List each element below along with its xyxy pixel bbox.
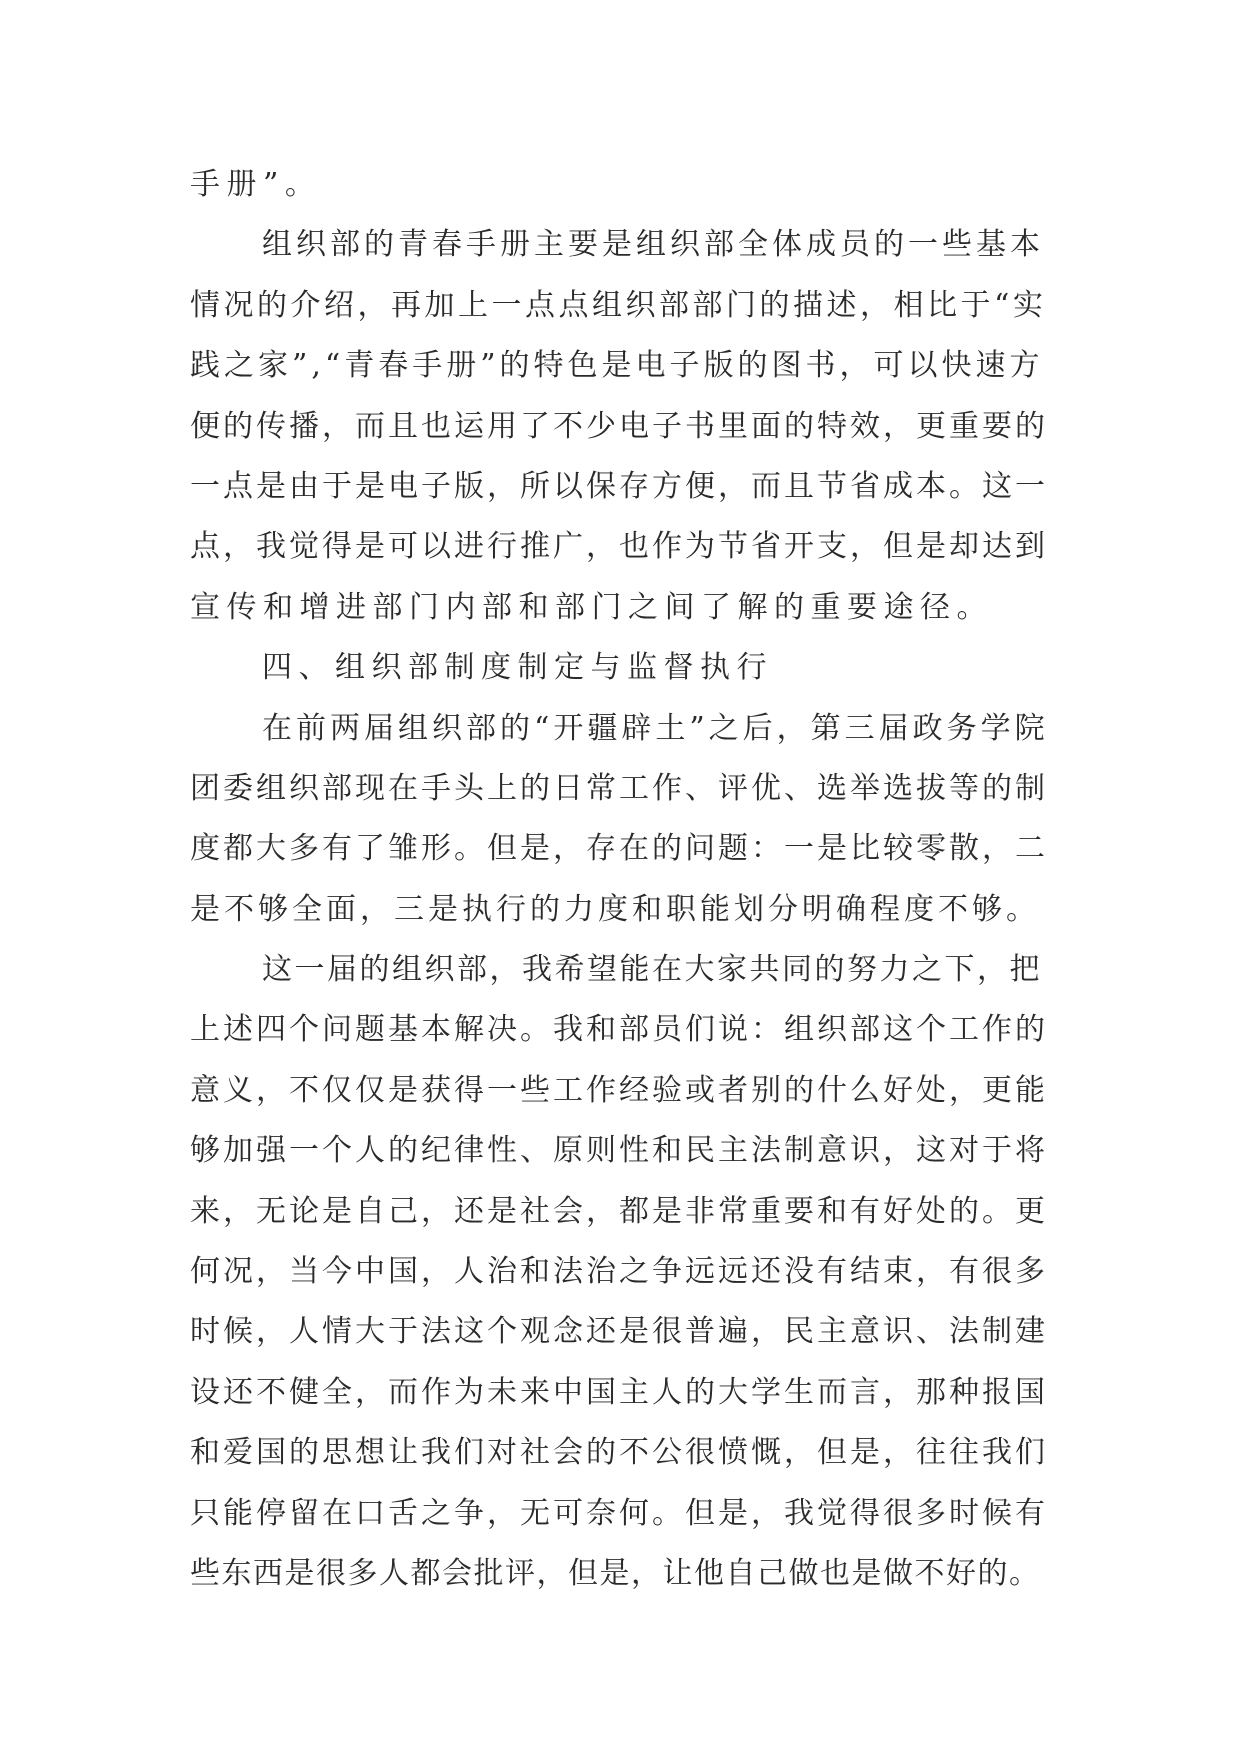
- text-line: 和爱国的思想让我们对社会的不公很愤慨，但是，往往我们: [190, 1435, 1048, 1471]
- text-line: 时候，人情大于法这个观念还是很普遍，民主意识、法制建: [190, 1314, 1048, 1350]
- document-body: [190, 155, 1050, 1604]
- text-line: 是不够全面，三是执行的力度和职能划分明确程度不够。: [190, 891, 1040, 927]
- text-line: 来，无论是自己，还是社会，都是非常重要和有好处的。更: [190, 1193, 1048, 1229]
- text-line: 度都大多有了雏形。但是，存在的问题：一是比较零散，二: [190, 831, 1048, 867]
- text-line: 设还不健全，而作为未来中国主人的大学生而言，那种报国: [190, 1374, 1048, 1410]
- text-line: 宣传和增进部门内部和部门之间了解的重要途径。: [190, 589, 993, 625]
- text-line: 这一届的组织部，我希望能在大家共同的努力之下，把: [262, 952, 1042, 988]
- text-line: 在前两届组织部的“开疆辟土”之后，第三届政务学院: [262, 710, 1049, 746]
- text-line: 够加强一个人的纪律性、原则性和民主法制意识，这对于将: [190, 1133, 1048, 1169]
- text-line: 一点是由于是电子版，所以保存方便，而且节省成本。这一: [190, 468, 1048, 504]
- text-line: 践之家”,“青春手册”的特色是电子版的图书，可以快速方: [190, 348, 1044, 384]
- text-line: 四、组织部制度制定与监督执行: [262, 650, 773, 686]
- text-line: 便的传播，而且也运用了不少电子书里面的特效，更重要的: [190, 408, 1048, 444]
- text-line: 些东西是很多人都会批评，但是，让他自己做也是做不好的。: [190, 1555, 1041, 1591]
- text-line: 团委组织部现在手头上的日常工作、评优、选举选拔等的制: [190, 770, 1048, 806]
- text-line: 只能停留在口舌之争，无可奈何。但是，我觉得很多时候有: [190, 1495, 1048, 1531]
- text-line: 组织部的青春手册主要是组织部全体成员的一些基本: [262, 227, 1044, 263]
- text-line: 意义，不仅仅是获得一些工作经验或者别的什么好处，更能: [190, 1072, 1048, 1108]
- text-line: 点，我觉得是可以进行推广，也作为节省开支，但是却达到: [190, 529, 1048, 565]
- text-line: 手册”。: [190, 167, 322, 202]
- text-line: 上述四个问题基本解决。我和部员们说：组织部这个工作的: [190, 1012, 1048, 1048]
- text-line: 何况，当今中国，人治和法治之争远远还没有结束，有很多: [190, 1254, 1048, 1290]
- text-line: 情况的介绍，再加上一点点组织部部门的描述，相比于“实: [190, 287, 1047, 323]
